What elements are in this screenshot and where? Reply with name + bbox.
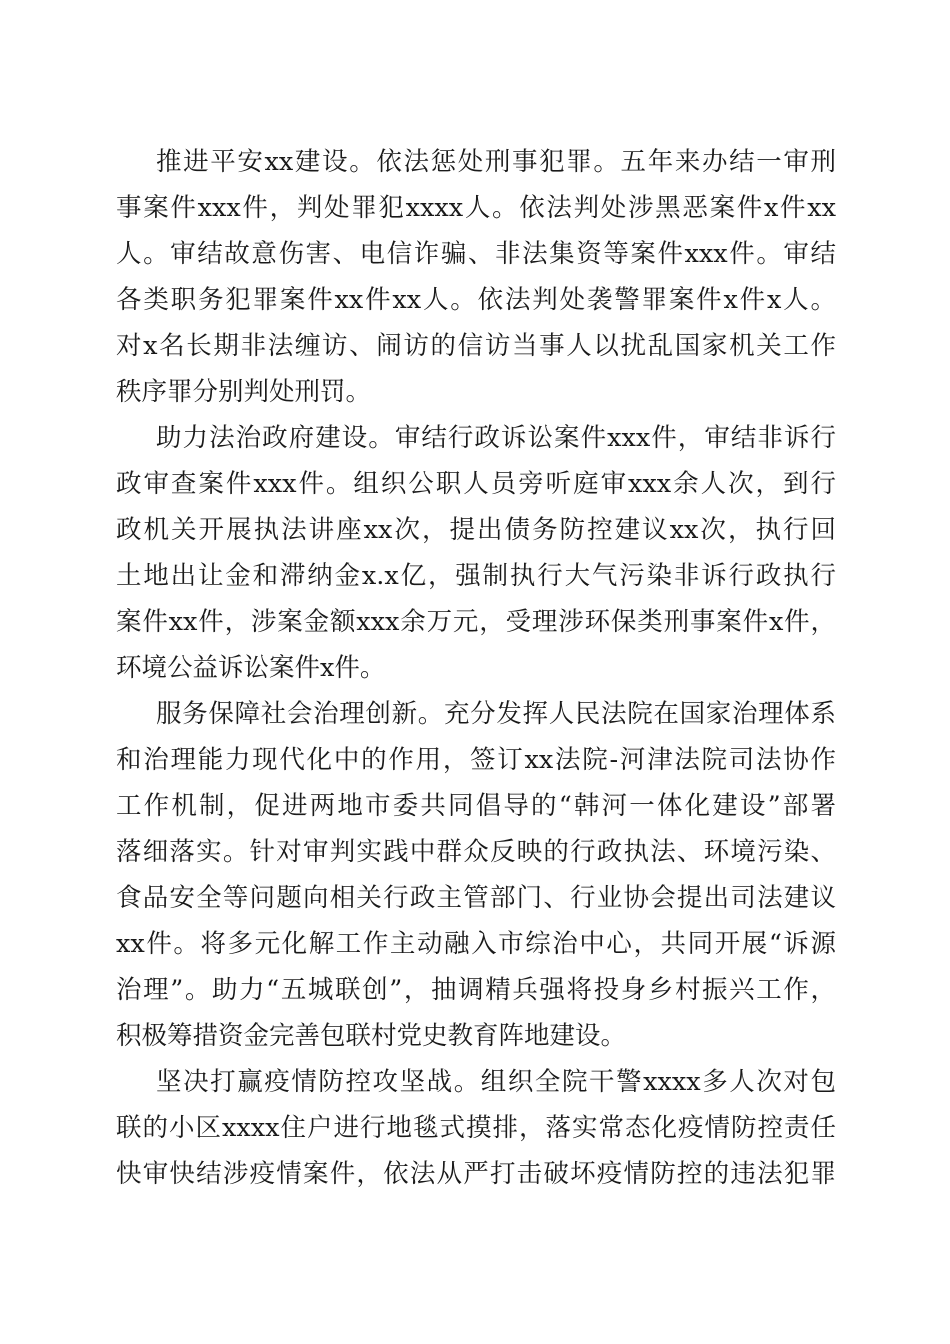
paragraph-4-line-2: 联的小区xxxx住户进行地毯式摸排，落实常态化疫情防控责任 [116,1113,836,1143]
paragraph-3-line-6: xx件。将多元化解工作主动融入市综治中心，共同开展“诉源 [116,929,836,959]
paragraph-2-line-4: 土地出让金和滞纳金x.x亿，强制执行大气污染非诉行政执行 [116,561,836,591]
paragraph-3-line-8: 积极筹措资金完善包联村党史教育阵地建设。 [116,1021,627,1051]
paragraph-3-line-5: 食品安全等问题向相关行政主管部门、行业协会提出司法建议 [116,883,836,913]
paragraph-3-line-4: 落细落实。针对审判实践中群众反映的行政执法、环境污染、 [116,837,836,867]
paragraph-3-line-7: 治理”。助力“五城联创”，抽调精兵强将投身乡村振兴工作， [116,975,836,1005]
paragraph-1-line-3: 人。审结故意伤害、电信诈骗、非法集资等案件xxx件。审结 [116,239,836,269]
paragraph-1-line-4: 各类职务犯罪案件xx件xx人。依法判处袭警罪案件x件x人。 [116,285,836,315]
paragraph-2-line-5: 案件xx件，涉案金额xxx余万元，受理涉环保类刑事案件x件， [116,607,836,637]
paragraph-1-line-1: 推进平安xx建设。依法惩处刑事犯罪。五年来办结一审刑 [156,147,836,177]
paragraph-4-line-1: 坚决打赢疫情防控攻坚战。组织全院干警xxxx多人次对包 [156,1067,836,1097]
paragraph-2-line-2: 政审查案件xxx件。组织公职人员旁听庭审xxx余人次，到行 [116,469,836,499]
paragraph-3-line-2: 和治理能力现代化中的作用，签订xx法院-河津法院司法协作 [116,745,836,775]
paragraph-2-line-1: 助力法治政府建设。审结行政诉讼案件xxx件，审结非诉行 [156,423,836,453]
paragraph-1-line-6: 秩序罪分别判处刑罚。 [116,377,372,407]
paragraph-1-line-5: 对x名长期非法缠访、闹访的信访当事人以扰乱国家机关工作 [116,331,836,361]
paragraph-1-line-2: 事案件xxx件，判处罪犯xxxx人。依法判处涉黑恶案件x件xx [116,193,836,223]
paragraph-3-line-1: 服务保障社会治理创新。充分发挥人民法院在国家治理体系 [156,699,836,729]
paragraph-4-line-3: 快审快结涉疫情案件，依法从严打击破坏疫情防控的违法犯罪 [116,1159,836,1189]
paragraph-3-line-3: 工作机制，促进两地市委共同倡导的“韩河一体化建设”部署 [116,791,836,821]
paragraph-2-line-6: 环境公益诉讼案件x件。 [116,653,386,683]
paragraph-2-line-3: 政机关开展执法讲座xx次，提出债务防控建议xx次，执行回 [116,515,836,545]
